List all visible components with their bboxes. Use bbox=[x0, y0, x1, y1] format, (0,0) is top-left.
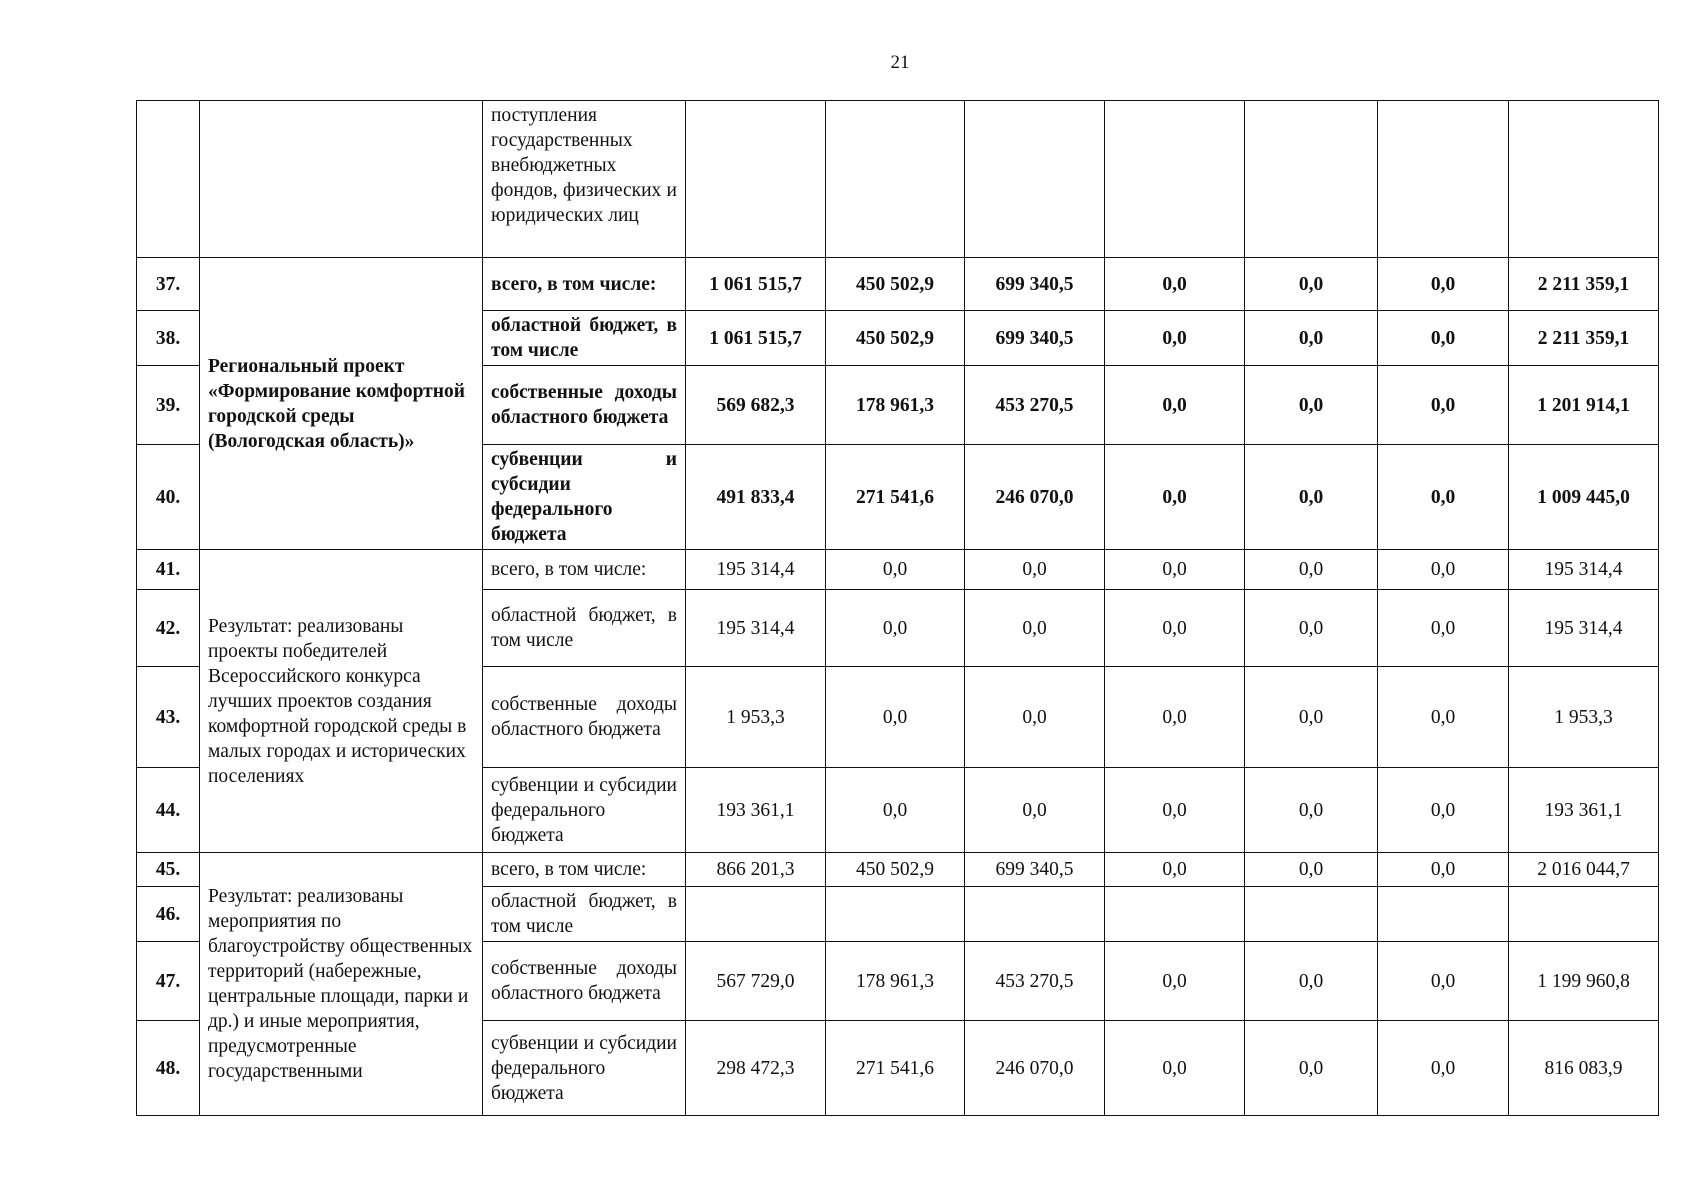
funding-source: собственные доходы областного бюджета bbox=[483, 366, 686, 445]
amount-cell: 0,0 bbox=[1105, 853, 1245, 887]
amount-cell: 0,0 bbox=[1378, 667, 1509, 768]
amount-cell: 450 502,9 bbox=[826, 853, 965, 887]
amount-cell bbox=[826, 887, 965, 942]
funding-source: собственные доходы областного бюджета bbox=[483, 667, 686, 768]
amount-cell: 1 953,3 bbox=[686, 667, 826, 768]
table-row bbox=[137, 550, 1659, 590]
amount-cell: 193 361,1 bbox=[686, 768, 826, 853]
amount-cell: 0,0 bbox=[1378, 445, 1509, 550]
amount-cell: 450 502,9 bbox=[826, 311, 965, 366]
funding-source: субвенции и субсидии федерального бюджета bbox=[483, 1021, 686, 1116]
amount-cell: 567 729,0 bbox=[686, 942, 826, 1021]
funding-source: областной бюджет, в том числе bbox=[483, 590, 686, 667]
amount-cell bbox=[1245, 887, 1378, 942]
table-body bbox=[137, 101, 1659, 1116]
row-number: 37. bbox=[137, 258, 200, 311]
amount-cell: 0,0 bbox=[1105, 768, 1245, 853]
amount-cell: 195 314,4 bbox=[686, 550, 826, 590]
amount-cell: 699 340,5 bbox=[965, 311, 1105, 366]
amount-cell: 0,0 bbox=[1105, 942, 1245, 1021]
amount-cell: 0,0 bbox=[1378, 311, 1509, 366]
amount-cell: 271 541,6 bbox=[826, 445, 965, 550]
cell-value bbox=[1105, 101, 1245, 258]
amount-cell: 195 314,4 bbox=[686, 590, 826, 667]
amount-cell: 453 270,5 bbox=[965, 942, 1105, 1021]
funding-source: субвенции и субсидии федерального бюджета bbox=[483, 768, 686, 853]
amount-cell bbox=[1105, 887, 1245, 942]
amount-cell: 246 070,0 bbox=[965, 445, 1105, 550]
amount-cell: 0,0 bbox=[1245, 366, 1378, 445]
amount-cell: 0,0 bbox=[826, 590, 965, 667]
amount-cell: 0,0 bbox=[1105, 311, 1245, 366]
amount-cell: 0,0 bbox=[1245, 445, 1378, 550]
funding-source: всего, в том числе: bbox=[483, 550, 686, 590]
amount-cell: 1 201 914,1 bbox=[1509, 366, 1659, 445]
amount-cell: 0,0 bbox=[1105, 550, 1245, 590]
budget-table bbox=[136, 100, 1659, 1116]
amount-cell: 0,0 bbox=[1245, 853, 1378, 887]
amount-cell: 0,0 bbox=[1378, 550, 1509, 590]
page-number: 21 bbox=[890, 52, 910, 73]
amount-cell: 178 961,3 bbox=[826, 942, 965, 1021]
amount-cell: 1 953,3 bbox=[1509, 667, 1659, 768]
amount-cell: 0,0 bbox=[826, 667, 965, 768]
amount-cell: 0,0 bbox=[1245, 667, 1378, 768]
amount-cell: 0,0 bbox=[1245, 1021, 1378, 1116]
amount-cell: 816 083,9 bbox=[1509, 1021, 1659, 1116]
amount-cell: 0,0 bbox=[1245, 768, 1378, 853]
amount-cell: 450 502,9 bbox=[826, 258, 965, 311]
cell-number bbox=[137, 101, 200, 258]
amount-cell: 1 061 515,7 bbox=[686, 258, 826, 311]
amount-cell: 246 070,0 bbox=[965, 1021, 1105, 1116]
row-number: 38. bbox=[137, 311, 200, 366]
row-number: 47. bbox=[137, 942, 200, 1021]
table-row bbox=[137, 258, 1659, 311]
funding-source: всего, в том числе: bbox=[483, 258, 686, 311]
row-number: 39. bbox=[137, 366, 200, 445]
funding-source: всего, в том числе: bbox=[483, 853, 686, 887]
amount-cell: 0,0 bbox=[1105, 366, 1245, 445]
amount-cell bbox=[1509, 887, 1659, 942]
row-number: 48. bbox=[137, 1021, 200, 1116]
amount-cell: 0,0 bbox=[1105, 667, 1245, 768]
cell-name bbox=[200, 101, 483, 258]
funding-source: областной бюджет, в том числе bbox=[483, 311, 686, 366]
row-number: 41. bbox=[137, 550, 200, 590]
amount-cell: 0,0 bbox=[1105, 1021, 1245, 1116]
amount-cell bbox=[686, 887, 826, 942]
cell-value bbox=[1509, 101, 1659, 258]
funding-source: субвенции и субсидии федерального бюджета bbox=[483, 445, 686, 550]
amount-cell: 491 833,4 bbox=[686, 445, 826, 550]
amount-cell: 0,0 bbox=[1245, 311, 1378, 366]
amount-cell: 1 061 515,7 bbox=[686, 311, 826, 366]
cell-value bbox=[686, 101, 826, 258]
amount-cell: 0,0 bbox=[1105, 445, 1245, 550]
amount-cell bbox=[965, 887, 1105, 942]
amount-cell: 0,0 bbox=[1378, 853, 1509, 887]
amount-cell: 569 682,3 bbox=[686, 366, 826, 445]
cell-source: поступления государственных внебюджетных фондов, физических и юридических лиц bbox=[483, 101, 686, 258]
amount-cell: 0,0 bbox=[965, 590, 1105, 667]
amount-cell: 2 211 359,1 bbox=[1509, 311, 1659, 366]
project-name: Результат: реализованы проекты победителей Всероссийского конкурса лучших проектов создания комфортной городской среды в малых городах и исторических поселениях bbox=[200, 550, 483, 853]
amount-cell: 0,0 bbox=[1245, 942, 1378, 1021]
row-number: 46. bbox=[137, 887, 200, 942]
cell-value bbox=[826, 101, 965, 258]
amount-cell: 0,0 bbox=[1378, 942, 1509, 1021]
amount-cell: 866 201,3 bbox=[686, 853, 826, 887]
amount-cell: 453 270,5 bbox=[965, 366, 1105, 445]
amount-cell: 0,0 bbox=[826, 550, 965, 590]
amount-cell: 0,0 bbox=[826, 768, 965, 853]
amount-cell: 0,0 bbox=[965, 550, 1105, 590]
row-number: 43. bbox=[137, 667, 200, 768]
funding-source: собственные доходы областного бюджета bbox=[483, 942, 686, 1021]
amount-cell: 2 016 044,7 bbox=[1509, 853, 1659, 887]
amount-cell: 0,0 bbox=[1105, 258, 1245, 311]
amount-cell: 0,0 bbox=[1245, 590, 1378, 667]
amount-cell: 298 472,3 bbox=[686, 1021, 826, 1116]
amount-cell: 699 340,5 bbox=[965, 853, 1105, 887]
row-number: 42. bbox=[137, 590, 200, 667]
amount-cell: 178 961,3 bbox=[826, 366, 965, 445]
amount-cell: 0,0 bbox=[965, 768, 1105, 853]
row-number: 45. bbox=[137, 853, 200, 887]
cell-value bbox=[1378, 101, 1509, 258]
cell-value bbox=[1245, 101, 1378, 258]
amount-cell: 0,0 bbox=[1378, 768, 1509, 853]
row-number: 44. bbox=[137, 768, 200, 853]
cell-value bbox=[965, 101, 1105, 258]
amount-cell: 0,0 bbox=[1378, 1021, 1509, 1116]
amount-cell: 0,0 bbox=[1105, 590, 1245, 667]
amount-cell: 0,0 bbox=[1378, 590, 1509, 667]
amount-cell: 699 340,5 bbox=[965, 258, 1105, 311]
amount-cell: 193 361,1 bbox=[1509, 768, 1659, 853]
amount-cell: 0,0 bbox=[1245, 550, 1378, 590]
amount-cell: 2 211 359,1 bbox=[1509, 258, 1659, 311]
amount-cell: 0,0 bbox=[965, 667, 1105, 768]
amount-cell: 195 314,4 bbox=[1509, 590, 1659, 667]
amount-cell: 0,0 bbox=[1378, 366, 1509, 445]
amount-cell bbox=[1378, 887, 1509, 942]
funding-source: областной бюджет, в том числе bbox=[483, 887, 686, 942]
amount-cell: 195 314,4 bbox=[1509, 550, 1659, 590]
project-name: Региональный проект «Формирование комфортной городской среды (Вологодская область)» bbox=[200, 258, 483, 550]
table-row bbox=[137, 853, 1659, 887]
table-row-continuation bbox=[137, 101, 1659, 258]
amount-cell: 0,0 bbox=[1378, 258, 1509, 311]
amount-cell: 0,0 bbox=[1245, 258, 1378, 311]
project-name: Результат: реализованы мероприятия по благоустройству общественных территорий (набережные, центральные площади, парки и др.) и иные мероприятия, предусмотренные государственными bbox=[200, 853, 483, 1116]
row-number: 40. bbox=[137, 445, 200, 550]
amount-cell: 1 009 445,0 bbox=[1509, 445, 1659, 550]
amount-cell: 1 199 960,8 bbox=[1509, 942, 1659, 1021]
amount-cell: 271 541,6 bbox=[826, 1021, 965, 1116]
